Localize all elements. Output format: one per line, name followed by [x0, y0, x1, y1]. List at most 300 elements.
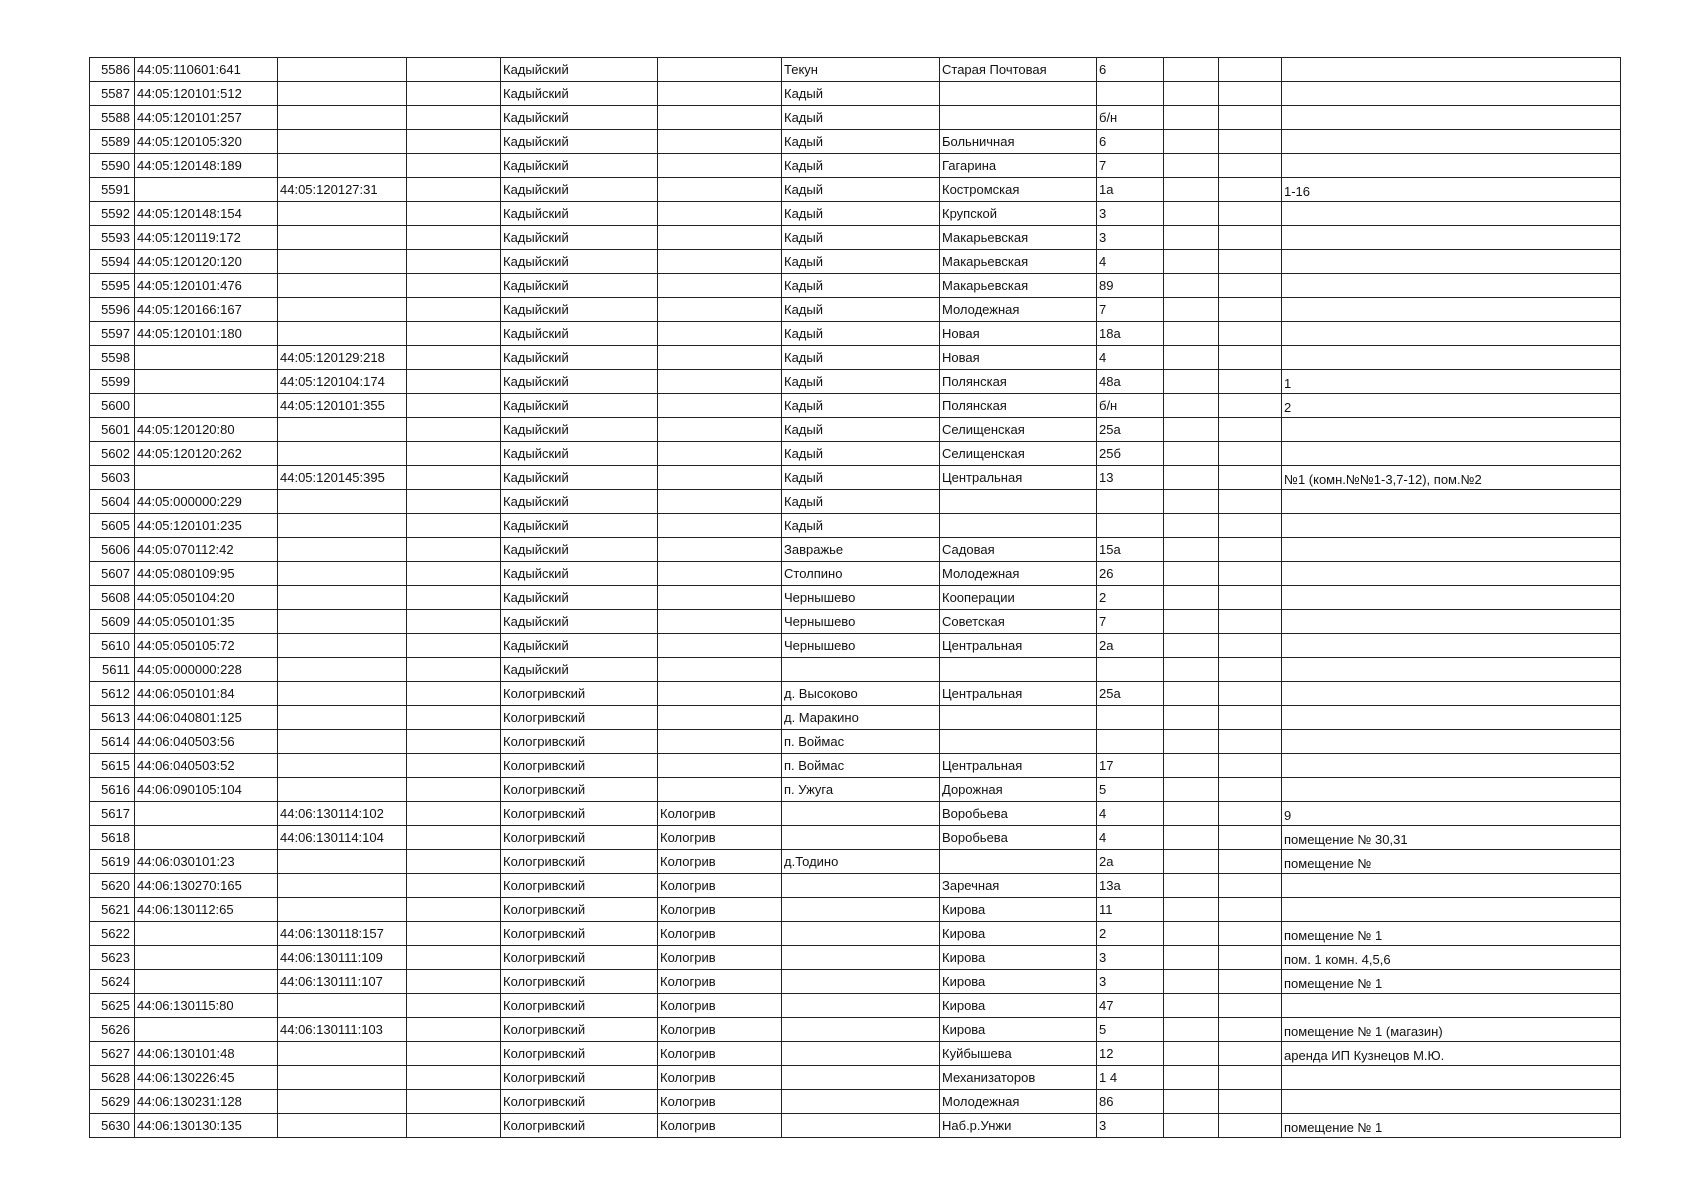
cell-empty-column-3 — [1219, 442, 1282, 466]
cell-house-number: 2 — [1097, 586, 1164, 610]
cell-empty-column-2 — [1164, 1066, 1219, 1090]
cell-cadastral-number: 44:06:040801:125 — [135, 706, 278, 730]
cell-premises-note — [1282, 706, 1621, 730]
cell-premises-note: 1 — [1282, 370, 1621, 394]
cell-town: Кологрив — [658, 994, 782, 1018]
cell-district: Кадыйский — [501, 586, 658, 610]
cell-empty-column-3 — [1219, 634, 1282, 658]
cell-cadastral-number: 44:06:130231:128 — [135, 1090, 278, 1114]
cell-empty-column — [407, 922, 501, 946]
cell-empty-column — [407, 322, 501, 346]
cell-premises-note: 2 — [1282, 394, 1621, 418]
cell-town — [658, 658, 782, 682]
cell-row-number: 5613 — [90, 706, 135, 730]
cell-empty-column — [407, 1018, 501, 1042]
cell-row-number: 5616 — [90, 778, 135, 802]
cell-empty-column-2 — [1164, 658, 1219, 682]
cell-row-number: 5599 — [90, 370, 135, 394]
cell-empty-column-3 — [1219, 778, 1282, 802]
cell-row-number: 5628 — [90, 1066, 135, 1090]
cell-district: Кадыйский — [501, 442, 658, 466]
cell-row-number: 5624 — [90, 970, 135, 994]
cell-district: Кологривский — [501, 754, 658, 778]
cell-house-number: 25б — [1097, 442, 1164, 466]
cell-empty-column — [407, 970, 501, 994]
cell-parent-cadastral-number — [278, 274, 407, 298]
cell-cadastral-number: 44:05:120101:235 — [135, 514, 278, 538]
cell-cadastral-number — [135, 1018, 278, 1042]
cell-parent-cadastral-number: 44:06:130114:102 — [278, 802, 407, 826]
cell-street: Воробьева — [940, 802, 1097, 826]
cell-district: Кологривский — [501, 778, 658, 802]
cell-empty-column-2 — [1164, 226, 1219, 250]
cell-cadastral-number — [135, 394, 278, 418]
cell-district: Кадыйский — [501, 514, 658, 538]
cell-house-number: 12 — [1097, 1042, 1164, 1066]
cell-empty-column — [407, 634, 501, 658]
cell-street: Центральная — [940, 682, 1097, 706]
cell-empty-column-3 — [1219, 370, 1282, 394]
table-row — [90, 754, 1621, 778]
cell-town — [658, 634, 782, 658]
cell-settlement — [782, 1114, 940, 1138]
cell-empty-column-3 — [1219, 274, 1282, 298]
cell-premises-note: помещение № 1 — [1282, 970, 1621, 994]
cell-empty-column-2 — [1164, 610, 1219, 634]
cell-empty-column-3 — [1219, 754, 1282, 778]
cell-premises-note — [1282, 538, 1621, 562]
cell-street: Куйбышева — [940, 1042, 1097, 1066]
cell-empty-column-3 — [1219, 562, 1282, 586]
cell-empty-column — [407, 586, 501, 610]
table-row — [90, 898, 1621, 922]
cell-premises-note: помещение № 30,31 — [1282, 826, 1621, 850]
cell-town — [658, 730, 782, 754]
cell-empty-column-3 — [1219, 610, 1282, 634]
cell-district: Кологривский — [501, 970, 658, 994]
table-row — [90, 970, 1621, 994]
cell-premises-note — [1282, 250, 1621, 274]
table-row — [90, 994, 1621, 1018]
cell-house-number: 6 — [1097, 130, 1164, 154]
cell-cadastral-number: 44:06:130130:135 — [135, 1114, 278, 1138]
cell-empty-column-3 — [1219, 1090, 1282, 1114]
cell-row-number: 5596 — [90, 298, 135, 322]
cell-street: Центральная — [940, 754, 1097, 778]
cell-row-number: 5588 — [90, 106, 135, 130]
cell-parent-cadastral-number: 44:05:120145:395 — [278, 466, 407, 490]
table-row — [90, 130, 1621, 154]
cell-street: Кирова — [940, 1018, 1097, 1042]
cell-row-number: 5611 — [90, 658, 135, 682]
cell-cadastral-number: 44:06:130270:165 — [135, 874, 278, 898]
cell-parent-cadastral-number — [278, 490, 407, 514]
cell-empty-column-2 — [1164, 1114, 1219, 1138]
cell-town — [658, 250, 782, 274]
cell-parent-cadastral-number — [278, 322, 407, 346]
cell-empty-column-2 — [1164, 178, 1219, 202]
cell-empty-column-2 — [1164, 346, 1219, 370]
cell-street — [940, 82, 1097, 106]
cell-district: Кологривский — [501, 706, 658, 730]
cell-empty-column-3 — [1219, 538, 1282, 562]
cell-district: Кадыйский — [501, 418, 658, 442]
cell-empty-column-2 — [1164, 802, 1219, 826]
cell-town — [658, 58, 782, 82]
cell-house-number: 7 — [1097, 154, 1164, 178]
cell-empty-column-2 — [1164, 538, 1219, 562]
cell-town — [658, 610, 782, 634]
cell-empty-column — [407, 154, 501, 178]
cell-empty-column — [407, 442, 501, 466]
cell-empty-column-3 — [1219, 994, 1282, 1018]
table-row — [90, 154, 1621, 178]
cell-empty-column-3 — [1219, 682, 1282, 706]
cell-empty-column — [407, 250, 501, 274]
cell-premises-note — [1282, 682, 1621, 706]
cell-street: Селищенская — [940, 442, 1097, 466]
cell-cadastral-number: 44:06:090105:104 — [135, 778, 278, 802]
cell-town — [658, 82, 782, 106]
table-row — [90, 1018, 1621, 1042]
cell-row-number: 5589 — [90, 130, 135, 154]
cell-settlement: Кадый — [782, 418, 940, 442]
cell-town — [658, 538, 782, 562]
cell-cadastral-number — [135, 370, 278, 394]
cell-parent-cadastral-number — [278, 634, 407, 658]
cell-empty-column — [407, 682, 501, 706]
cell-empty-column-2 — [1164, 370, 1219, 394]
cell-cadastral-number: 44:05:120120:120 — [135, 250, 278, 274]
table-row — [90, 322, 1621, 346]
cell-district: Кадыйский — [501, 658, 658, 682]
cell-town — [658, 202, 782, 226]
cell-row-number: 5591 — [90, 178, 135, 202]
cell-district: Кадыйский — [501, 298, 658, 322]
cell-district: Кадыйский — [501, 130, 658, 154]
cell-parent-cadastral-number: 44:05:120101:355 — [278, 394, 407, 418]
cell-parent-cadastral-number — [278, 538, 407, 562]
cell-settlement: Кадый — [782, 274, 940, 298]
cell-empty-column-2 — [1164, 970, 1219, 994]
cell-cadastral-number: 44:05:120105:320 — [135, 130, 278, 154]
cell-district: Кадыйский — [501, 610, 658, 634]
cell-street — [940, 514, 1097, 538]
cell-parent-cadastral-number — [278, 1114, 407, 1138]
cell-town — [658, 322, 782, 346]
cell-settlement — [782, 898, 940, 922]
table-row — [90, 346, 1621, 370]
cell-empty-column-3 — [1219, 202, 1282, 226]
cell-settlement: д.Тодино — [782, 850, 940, 874]
cell-empty-column-3 — [1219, 1114, 1282, 1138]
cell-parent-cadastral-number: 44:05:120129:218 — [278, 346, 407, 370]
cell-parent-cadastral-number — [278, 418, 407, 442]
table-row — [90, 106, 1621, 130]
cell-street: Кирова — [940, 946, 1097, 970]
cell-premises-note: помещение № 1 (магазин) — [1282, 1018, 1621, 1042]
cell-parent-cadastral-number: 44:06:130114:104 — [278, 826, 407, 850]
cell-premises-note: 9 — [1282, 802, 1621, 826]
cell-street: Кооперации — [940, 586, 1097, 610]
cell-row-number: 5619 — [90, 850, 135, 874]
cell-town — [658, 466, 782, 490]
cell-row-number: 5629 — [90, 1090, 135, 1114]
cell-empty-column-2 — [1164, 58, 1219, 82]
cell-town — [658, 394, 782, 418]
cell-empty-column-3 — [1219, 322, 1282, 346]
cell-cadastral-number: 44:06:040503:52 — [135, 754, 278, 778]
cell-empty-column — [407, 202, 501, 226]
table-row — [90, 946, 1621, 970]
cell-house-number: 3 — [1097, 946, 1164, 970]
cell-settlement: Чернышево — [782, 586, 940, 610]
cell-row-number: 5612 — [90, 682, 135, 706]
cell-district: Кадыйский — [501, 106, 658, 130]
cell-premises-note: аренда ИП Кузнецов М.Ю. — [1282, 1042, 1621, 1066]
cell-district: Кадыйский — [501, 274, 658, 298]
cell-empty-column-3 — [1219, 874, 1282, 898]
cell-district: Кологривский — [501, 826, 658, 850]
register-table — [89, 57, 1621, 1138]
cell-premises-note — [1282, 874, 1621, 898]
cell-settlement: Кадый — [782, 346, 940, 370]
table-row — [90, 850, 1621, 874]
cell-empty-column-2 — [1164, 898, 1219, 922]
cell-empty-column — [407, 1114, 501, 1138]
cell-house-number: 2 — [1097, 922, 1164, 946]
cell-town — [658, 154, 782, 178]
cell-row-number: 5595 — [90, 274, 135, 298]
cell-house-number: 86 — [1097, 1090, 1164, 1114]
cell-empty-column-3 — [1219, 802, 1282, 826]
cell-house-number — [1097, 706, 1164, 730]
cell-street — [940, 706, 1097, 730]
cell-district: Кологривский — [501, 1042, 658, 1066]
cell-street: Полянская — [940, 394, 1097, 418]
cell-empty-column-2 — [1164, 754, 1219, 778]
cell-parent-cadastral-number: 44:06:130111:103 — [278, 1018, 407, 1042]
table-row — [90, 178, 1621, 202]
cell-street: Макарьевская — [940, 250, 1097, 274]
cell-house-number: 1 4 — [1097, 1066, 1164, 1090]
cell-house-number: 48а — [1097, 370, 1164, 394]
cell-premises-note — [1282, 418, 1621, 442]
cell-street: Макарьевская — [940, 274, 1097, 298]
cell-cadastral-number: 44:05:110601:641 — [135, 58, 278, 82]
cell-row-number: 5593 — [90, 226, 135, 250]
cell-empty-column-2 — [1164, 1018, 1219, 1042]
cell-row-number: 5621 — [90, 898, 135, 922]
cell-house-number: 13а — [1097, 874, 1164, 898]
cell-cadastral-number: 44:05:050101:35 — [135, 610, 278, 634]
cell-cadastral-number: 44:05:120166:167 — [135, 298, 278, 322]
cell-empty-column — [407, 58, 501, 82]
cell-empty-column — [407, 490, 501, 514]
cell-district: Кологривский — [501, 946, 658, 970]
cell-settlement: Столпино — [782, 562, 940, 586]
cell-empty-column — [407, 730, 501, 754]
cell-row-number: 5630 — [90, 1114, 135, 1138]
cell-empty-column-2 — [1164, 634, 1219, 658]
cell-house-number: 2а — [1097, 850, 1164, 874]
cell-cadastral-number: 44:05:070112:42 — [135, 538, 278, 562]
cell-settlement — [782, 970, 940, 994]
cell-row-number: 5590 — [90, 154, 135, 178]
cell-district: Кадыйский — [501, 490, 658, 514]
cell-parent-cadastral-number — [278, 106, 407, 130]
cell-row-number: 5609 — [90, 610, 135, 634]
cell-house-number: 7 — [1097, 610, 1164, 634]
cell-settlement: Кадый — [782, 370, 940, 394]
cell-row-number: 5608 — [90, 586, 135, 610]
cell-parent-cadastral-number — [278, 874, 407, 898]
cell-district: Кадыйский — [501, 394, 658, 418]
cell-town — [658, 370, 782, 394]
cell-empty-column-3 — [1219, 1042, 1282, 1066]
cell-premises-note — [1282, 154, 1621, 178]
cell-house-number: 89 — [1097, 274, 1164, 298]
cell-cadastral-number — [135, 826, 278, 850]
cell-town — [658, 298, 782, 322]
cell-house-number: 2а — [1097, 634, 1164, 658]
cell-street: Крупской — [940, 202, 1097, 226]
cell-empty-column-3 — [1219, 1066, 1282, 1090]
cell-row-number: 5618 — [90, 826, 135, 850]
cell-street — [940, 490, 1097, 514]
cell-cadastral-number: 44:05:120119:172 — [135, 226, 278, 250]
cell-settlement: Кадый — [782, 154, 940, 178]
cell-parent-cadastral-number: 44:06:130111:107 — [278, 970, 407, 994]
cell-premises-note — [1282, 106, 1621, 130]
cell-parent-cadastral-number: 44:06:130111:109 — [278, 946, 407, 970]
cell-empty-column-3 — [1219, 850, 1282, 874]
cell-settlement — [782, 874, 940, 898]
cell-settlement: Чернышево — [782, 634, 940, 658]
cell-house-number — [1097, 658, 1164, 682]
cell-row-number: 5601 — [90, 418, 135, 442]
cell-premises-note — [1282, 730, 1621, 754]
cell-town — [658, 418, 782, 442]
cell-house-number: 4 — [1097, 346, 1164, 370]
cell-district: Кадыйский — [501, 58, 658, 82]
cell-town — [658, 586, 782, 610]
cell-town — [658, 754, 782, 778]
cell-district: Кадыйский — [501, 178, 658, 202]
cell-premises-note — [1282, 346, 1621, 370]
cell-town — [658, 274, 782, 298]
cell-settlement: Текун — [782, 58, 940, 82]
cell-empty-column-3 — [1219, 922, 1282, 946]
cell-empty-column-2 — [1164, 874, 1219, 898]
cell-parent-cadastral-number — [278, 82, 407, 106]
cell-district: Кологривский — [501, 898, 658, 922]
cell-settlement: Кадый — [782, 178, 940, 202]
cell-parent-cadastral-number — [278, 610, 407, 634]
cell-empty-column — [407, 346, 501, 370]
cell-empty-column-3 — [1219, 514, 1282, 538]
cell-settlement: Кадый — [782, 514, 940, 538]
cell-house-number — [1097, 82, 1164, 106]
cell-parent-cadastral-number — [278, 586, 407, 610]
cell-empty-column-2 — [1164, 706, 1219, 730]
cell-parent-cadastral-number — [278, 850, 407, 874]
cell-street: Молодежная — [940, 1090, 1097, 1114]
cell-street: Кирова — [940, 994, 1097, 1018]
cell-empty-column-3 — [1219, 730, 1282, 754]
cell-cadastral-number: 44:06:040503:56 — [135, 730, 278, 754]
cell-town — [658, 226, 782, 250]
cell-settlement: Кадый — [782, 82, 940, 106]
cell-row-number: 5598 — [90, 346, 135, 370]
cell-empty-column-3 — [1219, 586, 1282, 610]
cell-row-number: 5627 — [90, 1042, 135, 1066]
cell-empty-column-2 — [1164, 250, 1219, 274]
cell-house-number: 7 — [1097, 298, 1164, 322]
cell-house-number: 18а — [1097, 322, 1164, 346]
cell-street: Полянская — [940, 370, 1097, 394]
cell-empty-column — [407, 178, 501, 202]
table-row — [90, 682, 1621, 706]
cell-empty-column-3 — [1219, 130, 1282, 154]
cell-row-number: 5605 — [90, 514, 135, 538]
cell-house-number: 6 — [1097, 58, 1164, 82]
cell-premises-note — [1282, 298, 1621, 322]
cell-cadastral-number — [135, 946, 278, 970]
cell-premises-note — [1282, 322, 1621, 346]
cell-cadastral-number: 44:05:120101:257 — [135, 106, 278, 130]
cell-row-number: 5625 — [90, 994, 135, 1018]
cell-settlement: Кадый — [782, 106, 940, 130]
cell-house-number: 4 — [1097, 250, 1164, 274]
cell-parent-cadastral-number — [278, 562, 407, 586]
cell-town: Кологрив — [658, 1090, 782, 1114]
cell-cadastral-number — [135, 346, 278, 370]
cell-empty-column-2 — [1164, 418, 1219, 442]
cell-parent-cadastral-number — [278, 250, 407, 274]
cell-parent-cadastral-number — [278, 154, 407, 178]
cell-empty-column-3 — [1219, 250, 1282, 274]
cell-settlement: п. Воймас — [782, 754, 940, 778]
cell-settlement: Кадый — [782, 226, 940, 250]
cell-row-number: 5607 — [90, 562, 135, 586]
cell-premises-note — [1282, 1090, 1621, 1114]
cell-empty-column-2 — [1164, 274, 1219, 298]
cell-street: Гагарина — [940, 154, 1097, 178]
cell-cadastral-number: 44:05:120120:80 — [135, 418, 278, 442]
cell-empty-column-2 — [1164, 154, 1219, 178]
cell-district: Кологривский — [501, 850, 658, 874]
cell-town: Кологрив — [658, 946, 782, 970]
table-row — [90, 778, 1621, 802]
cell-town — [658, 562, 782, 586]
cell-empty-column — [407, 394, 501, 418]
cell-town — [658, 130, 782, 154]
table-row — [90, 1114, 1621, 1138]
cell-settlement: Кадый — [782, 130, 940, 154]
cell-street: Советская — [940, 610, 1097, 634]
cell-street: Механизаторов — [940, 1066, 1097, 1090]
cell-district: Кологривский — [501, 682, 658, 706]
cell-empty-column-3 — [1219, 946, 1282, 970]
cell-house-number: 17 — [1097, 754, 1164, 778]
table-row — [90, 826, 1621, 850]
cell-parent-cadastral-number: 44:05:120127:31 — [278, 178, 407, 202]
table-row — [90, 1042, 1621, 1066]
cell-premises-note — [1282, 1066, 1621, 1090]
cell-cadastral-number — [135, 178, 278, 202]
cell-settlement: п. Воймас — [782, 730, 940, 754]
